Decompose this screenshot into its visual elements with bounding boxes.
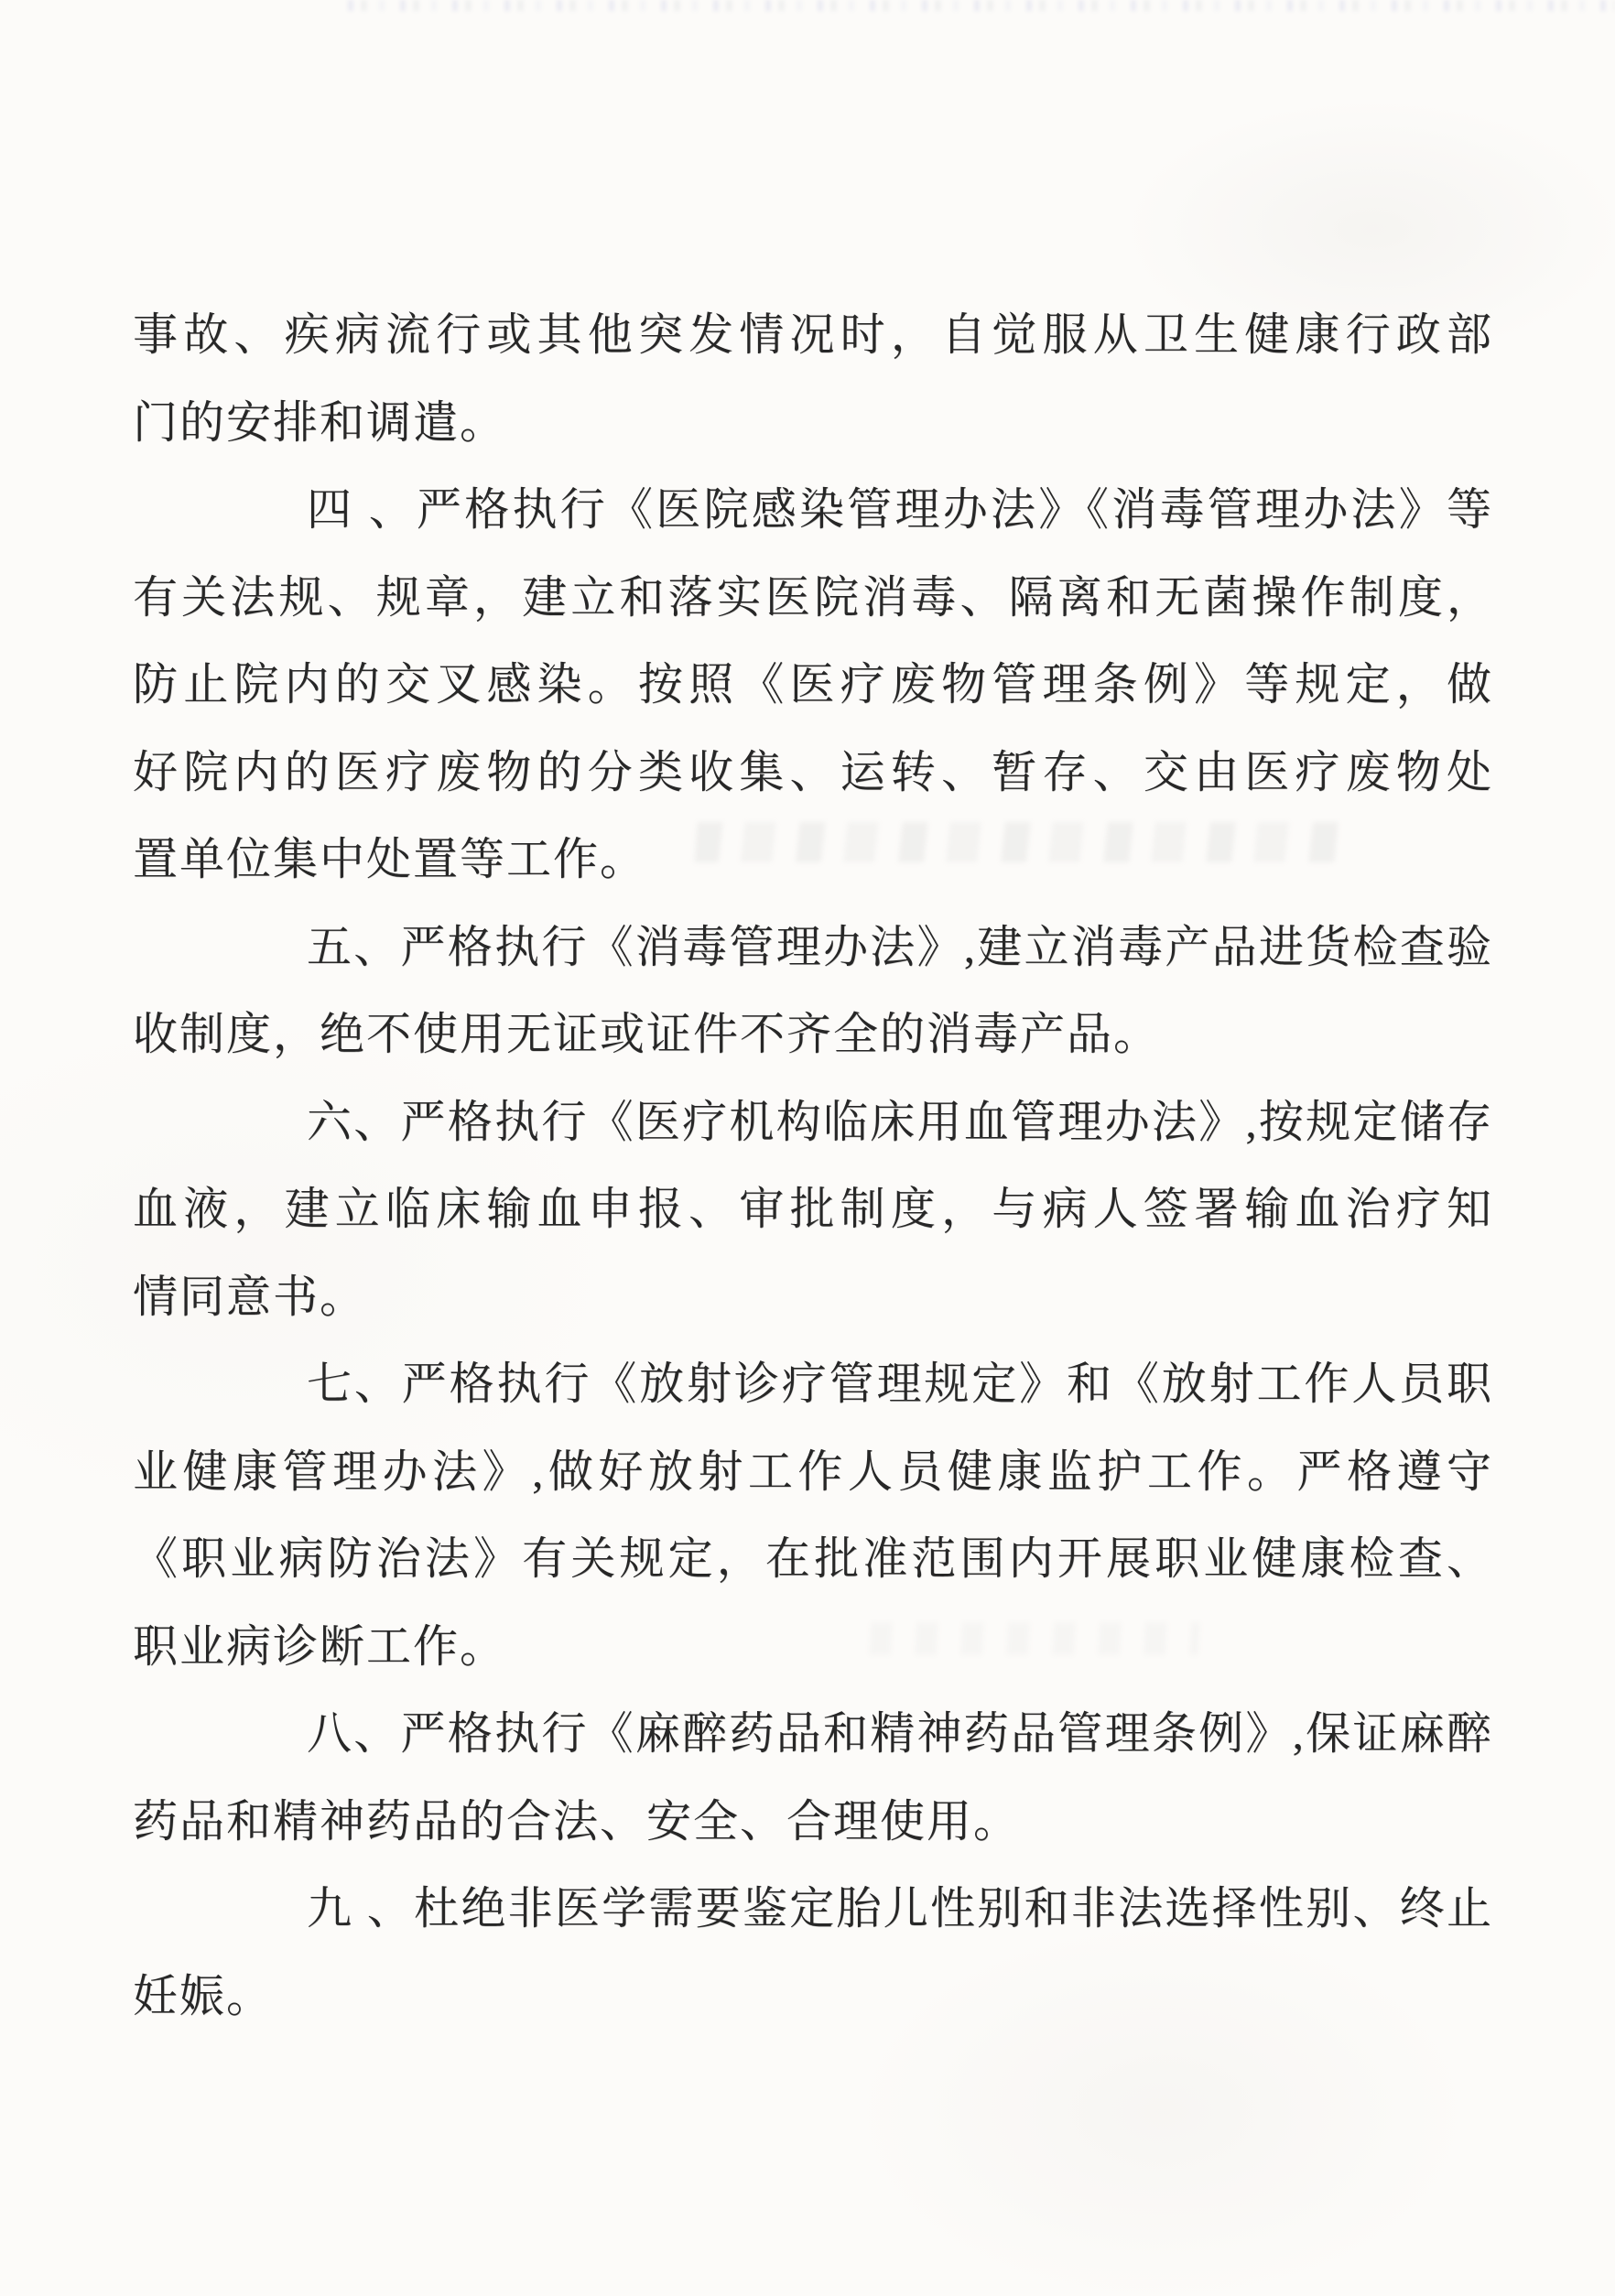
text-line: 八、严格执行《麻醉药品和精神药品管理条例》,保证麻醉 [307, 1708, 1493, 1759]
text-line: 四 、严格执行《医院感染管理办法》《消毒管理办法》等 [307, 484, 1493, 535]
document-text-block [133, 291, 1493, 2040]
text-line: 药品和精神药品的合法、安全、合理使用。 [133, 1795, 1021, 1847]
text-line: 事故、疾病流行或其他突发情况时，自觉服从卫生健康行政部 [133, 309, 1493, 360]
text-line: 有关法规、规章，建立和落实医院消毒、隔离和无菌操作制度， [133, 571, 1493, 623]
text-line: 置单位集中处置等工作。 [133, 834, 647, 884]
text-line: 五、严格执行《消毒管理办法》,建立消毒产品进货检查验 [307, 921, 1493, 972]
text-line: 职业病诊断工作。 [133, 1620, 507, 1672]
text-line: 情同意书。 [133, 1271, 367, 1322]
text-line: 妊娠。 [133, 1970, 274, 2021]
text-line: 《职业病防治法》有关规定，在批准范围内开展职业健康检查、 [133, 1533, 1493, 1584]
text-line: 收制度，绝不使用无证或证件不齐全的消毒产品。 [133, 1009, 1161, 1059]
text-line: 六、严格执行《医疗机构临床用血管理办法》,按规定储存 [307, 1096, 1493, 1147]
scanner-noise-band [348, 0, 1615, 11]
text-line: 好院内的医疗废物的分类收集、运转、暂存、交由医疗废物处 [133, 746, 1493, 797]
text-line: 防止院内的交叉感染。按照《医疗废物管理条例》等规定，做 [133, 659, 1493, 709]
text-line: 血液，建立临床输血申报、审批制度，与病人签署输血治疗知 [133, 1184, 1493, 1234]
text-line: 业健康管理办法》,做好放射工作人员健康监护工作。严格遵守 [133, 1446, 1493, 1497]
text-line: 门的安排和调遣。 [133, 396, 507, 448]
text-line: 七、严格执行《放射诊疗管理规定》和《放射工作人员职 [307, 1359, 1493, 1409]
text-line: 九 、杜绝非医学需要鉴定胎儿性别和非法选择性别、终止 [307, 1883, 1493, 1933]
